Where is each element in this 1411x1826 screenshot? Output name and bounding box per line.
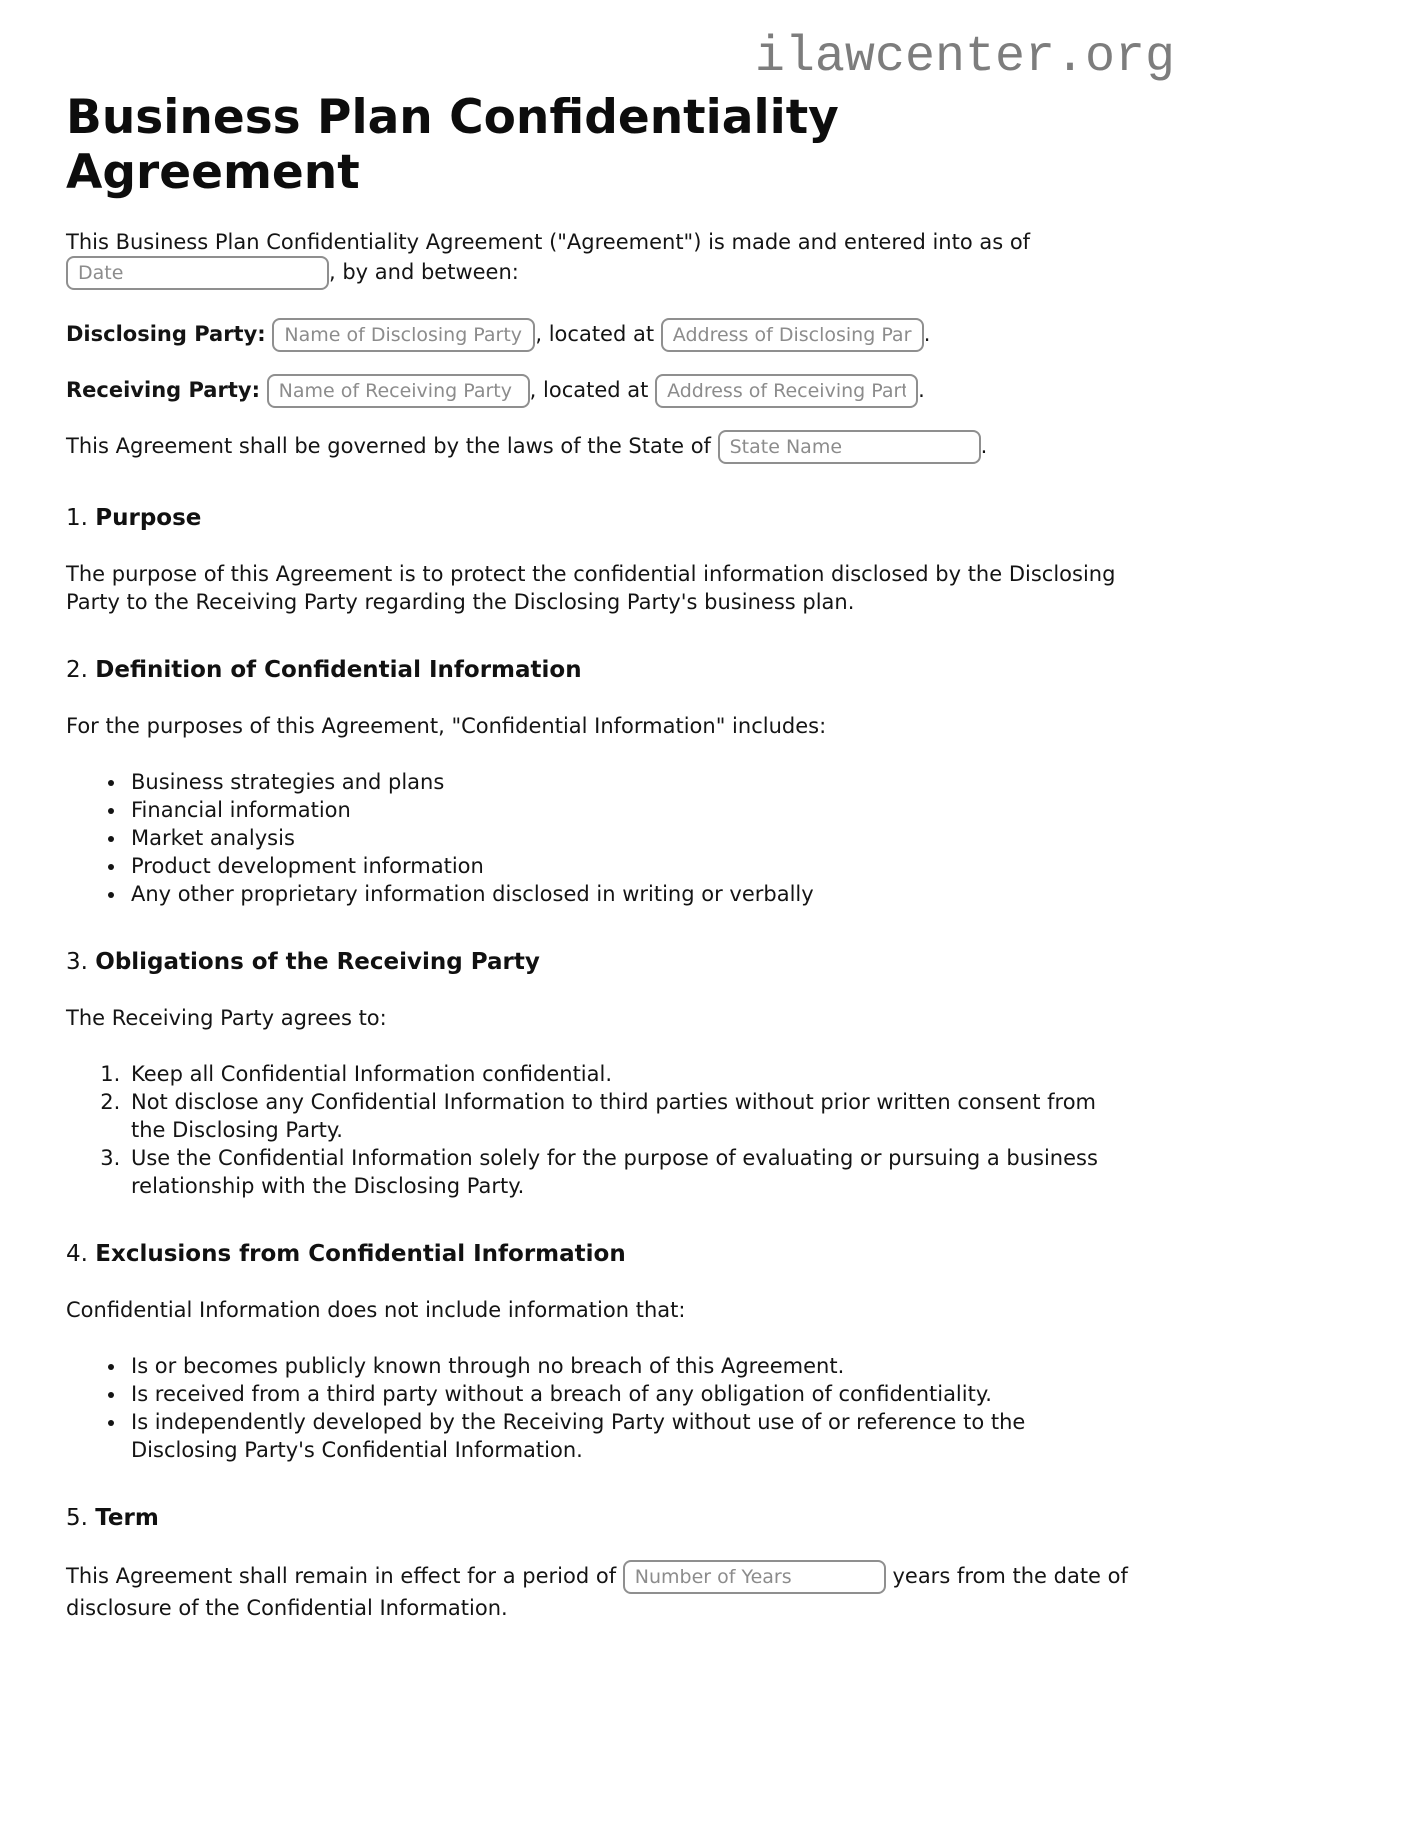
receiving-party-line bbox=[66, 374, 1132, 408]
governing-law-text-before: This Agreement shall be governed by the laws of the State of bbox=[66, 434, 711, 458]
list-item: • Is or becomes publicly known through no breach of this Agreement. bbox=[127, 1352, 1132, 1380]
list-item: • Financial information bbox=[127, 796, 1132, 824]
section-number: 2. bbox=[66, 657, 88, 683]
term-text-after: years from the date of disclosure of the Confidential Information. bbox=[66, 1564, 1128, 1620]
section-number: 1. bbox=[66, 505, 88, 531]
section-name: Definition of Confidential Information bbox=[95, 657, 582, 683]
receiving-party-label: Receiving Party: bbox=[66, 378, 260, 402]
list-item: • Any other proprietary information disclosed in writing or verbally bbox=[127, 880, 1132, 908]
disclosing-party-name-input[interactable] bbox=[272, 318, 535, 352]
list-item: • Market analysis bbox=[127, 824, 1132, 852]
section-heading-obligations bbox=[66, 948, 1132, 976]
term-text-before: This Agreement shall remain in effect for a period of bbox=[66, 1564, 617, 1588]
list-item: • Is independently developed by the Receiving Party without use of or reference to the Disclosing Party's Confidential Information. bbox=[127, 1408, 1132, 1464]
list-item: • Product development information bbox=[127, 852, 1132, 880]
disclosing-party-address-input[interactable] bbox=[661, 318, 924, 352]
section-heading-term bbox=[66, 1504, 1132, 1532]
intro-paragraph bbox=[66, 228, 1132, 290]
intro-text-before: This Business Plan Confidentiality Agreement ("Agreement") is made and entered into as of bbox=[66, 230, 1031, 254]
page-title: Business Plan Confidentiality Agreement bbox=[66, 90, 839, 200]
exclusions-paragraph: Confidential Information does not include information that: bbox=[66, 1298, 686, 1322]
site-logo: ilawcenter.org bbox=[754, 29, 1175, 86]
list-item: • Business strategies and plans bbox=[127, 768, 1132, 796]
section-name: Exclusions from Confidential Information bbox=[95, 1241, 626, 1267]
section-name: Term bbox=[95, 1505, 159, 1531]
list-item: 2. Not disclose any Confidential Information to third parties without prior written consent from the Disclosing Party. bbox=[127, 1088, 1132, 1144]
disclosing-party-end-text: . bbox=[923, 322, 931, 346]
receiving-party-end-text: . bbox=[918, 378, 925, 402]
disclosing-party-mid-text: , located at bbox=[535, 322, 655, 346]
section-heading-definition bbox=[66, 656, 1132, 684]
receiving-party-address-input[interactable] bbox=[655, 374, 918, 408]
receiving-party-name-input[interactable] bbox=[267, 374, 530, 408]
disclosing-party-line bbox=[66, 318, 1132, 352]
intro-text-after: , by and between: bbox=[329, 260, 519, 284]
term-years-input[interactable] bbox=[623, 1560, 886, 1594]
date-input[interactable] bbox=[66, 256, 329, 290]
list-item: 3. Use the Confidential Information solely for the purpose of evaluating or pursuing a business relationship with the Disclosing Party. bbox=[127, 1144, 1132, 1200]
section-number: 4. bbox=[66, 1241, 88, 1267]
governing-law-text-after: . bbox=[980, 434, 988, 458]
exclusions-list bbox=[66, 1352, 1132, 1464]
receiving-party-mid-text: , located at bbox=[529, 378, 649, 402]
section-name: Obligations of the Receiving Party bbox=[95, 949, 540, 975]
state-name-input[interactable] bbox=[718, 430, 981, 464]
disclosing-party-label: Disclosing Party: bbox=[66, 322, 266, 346]
term-paragraph bbox=[66, 1560, 1132, 1622]
section-heading-exclusions bbox=[66, 1240, 1132, 1268]
section-name: Purpose bbox=[95, 505, 202, 531]
definition-paragraph: For the purposes of this Agreement, "Confidential Information" includes: bbox=[66, 714, 827, 738]
section-number: 5. bbox=[66, 1505, 88, 1531]
list-item: 1. Keep all Confidential Information confidential. bbox=[127, 1060, 1132, 1088]
document-body bbox=[66, 90, 1132, 1622]
governing-law-line bbox=[66, 430, 1132, 464]
section-number: 3. bbox=[66, 949, 88, 975]
obligations-list bbox=[66, 1060, 1132, 1200]
obligations-paragraph: The Receiving Party agrees to: bbox=[66, 1006, 387, 1030]
section-heading-purpose bbox=[66, 504, 1132, 532]
list-item: • Is received from a third party without a breach of any obligation of confidentiality. bbox=[127, 1380, 1132, 1408]
definition-list bbox=[66, 768, 1132, 908]
purpose-paragraph: The purpose of this Agreement is to protect the confidential information disclosed by the Disclosing Party to the Receiving Party regarding the Disclosing Party's business plan. bbox=[66, 562, 1116, 614]
